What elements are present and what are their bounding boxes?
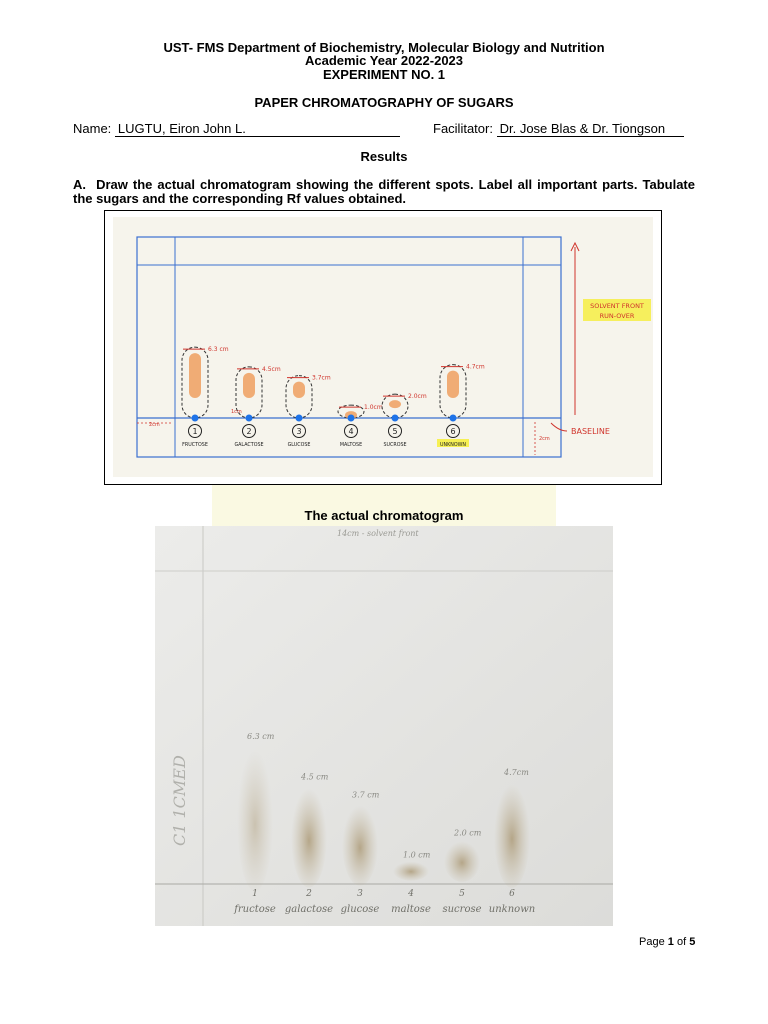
document-title: PAPER CHROMATOGRAPHY OF SUGARS (254, 95, 514, 110)
photo-lane-name: fructose (234, 904, 276, 915)
lane-distance-label: 2.0cm (408, 393, 427, 401)
lane-spot (389, 400, 401, 408)
solvent-front-label: SOLVENT FRONT (590, 302, 644, 310)
photo-lane-name: sucrose (442, 904, 482, 915)
baseline-arrow (551, 423, 567, 431)
lane-number: 1 (192, 427, 198, 436)
dept-header: UST- FMS Department of Biochemistry, Molecular Biology and Nutrition (163, 40, 605, 55)
name-label: Name: (73, 121, 112, 136)
baseline-dot (348, 415, 355, 422)
photo-top-note: 14cm - solvent front (337, 529, 419, 538)
page-prefix: Page (639, 936, 665, 948)
photo-svg (155, 526, 613, 926)
instruction-text: Draw the actual chromatogram showing the different spots. Label all important parts. Tabulate the sugars and the corresponding Rf values obtained. (73, 177, 695, 206)
photo-lane-name: galactose (284, 904, 334, 915)
page-number: 1 (667, 936, 674, 948)
lane-distance-label: 4.5cm (262, 365, 281, 373)
left-margin-label: 2cm (149, 422, 160, 428)
academic-year: Academic Year 2022-2023 (304, 53, 464, 68)
facilitator-row (433, 121, 684, 137)
photo-lane-number: 5 (459, 889, 465, 899)
photo-lane-name: unknown (488, 904, 536, 915)
illustration-svg (113, 217, 653, 477)
baseline-dot (246, 415, 253, 422)
photo-distance-label: 3.7 cm (352, 790, 380, 800)
results-heading: Results (360, 149, 408, 164)
lane-distance-label: 1.0cm (364, 404, 383, 412)
illustration-paper (113, 217, 653, 477)
photo-lane-name: glucose (340, 904, 380, 915)
instruction (73, 178, 695, 206)
photo-spot (291, 783, 327, 887)
run-over-label: RUN-OVER (599, 312, 635, 320)
photo-distance-label: 4.5 cm (301, 772, 329, 782)
baseline-dot (450, 415, 457, 422)
lane-distance-label: 4.7cm (466, 363, 485, 371)
photo-caption: The actual chromatogram (304, 508, 464, 523)
lane-name: GALACTOSE (234, 443, 264, 448)
lane-number: 4 (348, 427, 354, 436)
lane-name: SUCROSE (383, 443, 407, 448)
experiment-number: EXPERIMENT NO. 1 (322, 67, 446, 82)
photo-lane-number: 2 (306, 889, 312, 899)
chromatogram-photo (155, 526, 613, 926)
chromatogram-illustration (104, 210, 662, 485)
lane-number: 3 (296, 427, 302, 436)
page-total: 5 (689, 936, 696, 948)
lane-name: UNKNOWN (440, 443, 466, 448)
photo-lane-number: 1 (252, 889, 258, 899)
photo-spot (237, 743, 273, 891)
page-footer (639, 936, 695, 948)
photo-spot (494, 779, 530, 888)
photo-side-note: C1 1CMED (170, 755, 189, 846)
baseline-dot (392, 415, 399, 422)
photo-spot (393, 861, 429, 881)
facilitator-value: Dr. Jose Blas & Dr. Tiongson (497, 121, 684, 137)
baseline-label: BASELINE (571, 427, 610, 436)
lane-distance-label: 6.3 cm (208, 346, 229, 354)
photo-spot (444, 839, 480, 882)
lane-distance-label: 3.7cm (312, 374, 331, 382)
photo-distance-label: 2.0 cm (454, 828, 482, 838)
photo-paper (155, 526, 613, 926)
baseline-dot (296, 415, 303, 422)
lane-spot (447, 371, 459, 398)
photo-distance-label: 1.0 cm (403, 850, 431, 860)
photo-distance-label: 4.7cm (504, 767, 529, 777)
facilitator-label: Facilitator: (433, 121, 493, 136)
lane-number: 2 (246, 427, 252, 436)
lane-number: 5 (392, 427, 398, 436)
lane-spot (243, 373, 255, 398)
name-value: LUGTU, Eiron John L. (115, 121, 400, 137)
photo-lane-name: maltose (391, 904, 431, 915)
lane-name: GLUCOSE (287, 443, 311, 448)
page-of: of (676, 936, 687, 948)
lane-spot (293, 382, 305, 398)
photo-distance-label: 6.3 cm (247, 732, 275, 742)
lane-name: MALTOSE (339, 443, 363, 448)
spot-gap-label: 1cm (231, 409, 242, 415)
paper-border (137, 237, 561, 457)
instruction-letter: A. (73, 177, 86, 192)
name-row (73, 121, 400, 137)
photo-spot (342, 801, 378, 885)
photo-lane-number: 6 (509, 889, 515, 899)
lane-spot (189, 353, 201, 398)
photo-lane-number: 3 (357, 889, 363, 899)
lane-name: FRUCTOSE (182, 443, 208, 448)
illustration-lanes (182, 346, 485, 448)
lane-number: 6 (450, 427, 456, 436)
baseline-dot (192, 415, 199, 422)
bottom-margin-label: 2cm (539, 436, 550, 442)
photo-lane-number: 4 (408, 889, 414, 899)
